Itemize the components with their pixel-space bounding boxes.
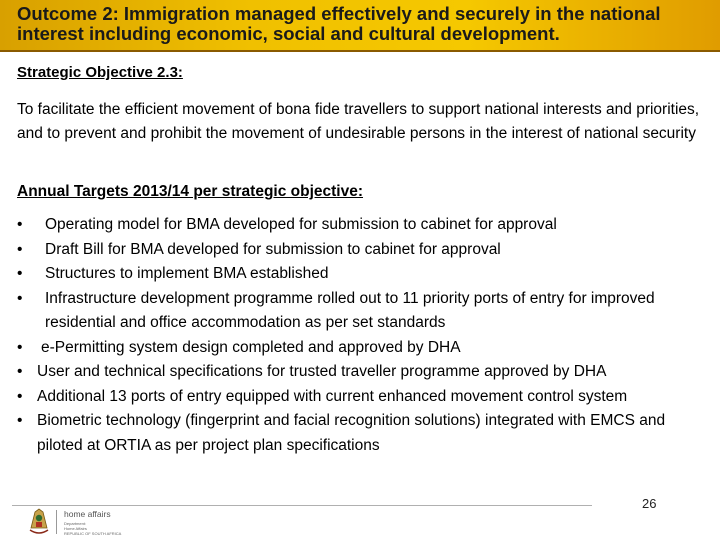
list-item-text: Infrastructure development programme rolled out to 11 priority ports of entry for improved residential and office accommodation as per set standards xyxy=(45,289,655,331)
logo-subtext-department: Department: xyxy=(64,521,87,526)
logo-subtext-country: REPUBLIC OF SOUTH AFRICA xyxy=(64,531,122,536)
bullet: • xyxy=(17,289,23,307)
slide-title: Outcome 2: Immigration managed effectively and securely in the national interest including economic, social and cultural development. xyxy=(17,3,661,44)
list-item-text: Draft Bill for BMA developed for submission to cabinet for approval xyxy=(45,240,501,258)
list-item xyxy=(17,385,707,410)
list-item-text: Biometric technology (fingerprint and facial recognition solutions) integrated with EMCS and piloted at ORTIA as per project plan specifications xyxy=(37,412,666,454)
home-affairs-logo xyxy=(28,506,158,538)
list-item xyxy=(17,336,707,361)
strategic-objective-heading: Strategic Objective 2.3: xyxy=(17,64,183,81)
list-item xyxy=(17,409,707,458)
list-item xyxy=(17,213,707,238)
list-item xyxy=(17,360,707,385)
title-banner-underline xyxy=(0,50,720,52)
list-item xyxy=(17,238,707,263)
annual-targets-list xyxy=(17,213,707,458)
bullet: • xyxy=(17,338,23,356)
coat-of-arms-icon xyxy=(30,509,48,533)
bullet: • xyxy=(17,216,23,233)
list-item xyxy=(17,262,707,287)
logo-text: home affairs xyxy=(64,509,111,519)
list-item-text: User and technical specifications for trusted traveller programme approved by DHA xyxy=(37,363,607,380)
bullet: • xyxy=(17,265,23,282)
list-item xyxy=(17,287,707,336)
list-item-text: Structures to implement BMA established xyxy=(45,265,329,282)
list-item-text: Operating model for BMA developed for submission to cabinet for approval xyxy=(45,216,557,233)
strategic-objective-text: To facilitate the efficient movement of bona fide travellers to support national interests and priorities, and to prevent and prohibit the movement of undesirable persons in the interest of national security xyxy=(17,101,700,142)
logo-subtext-name: Home Affairs xyxy=(64,526,87,531)
bullet: • xyxy=(17,387,23,405)
list-item-text: e-Permitting system design completed and approved by DHA xyxy=(41,338,461,356)
annual-targets-heading: Annual Targets 2013/14 per strategic objective: xyxy=(17,183,364,200)
bullet: • xyxy=(17,412,23,429)
bullet: • xyxy=(17,363,23,380)
bullet: • xyxy=(17,240,23,258)
page-number: 26 xyxy=(642,496,657,511)
list-item-text: Additional 13 ports of entry equipped with current enhanced movement control system xyxy=(37,387,628,405)
